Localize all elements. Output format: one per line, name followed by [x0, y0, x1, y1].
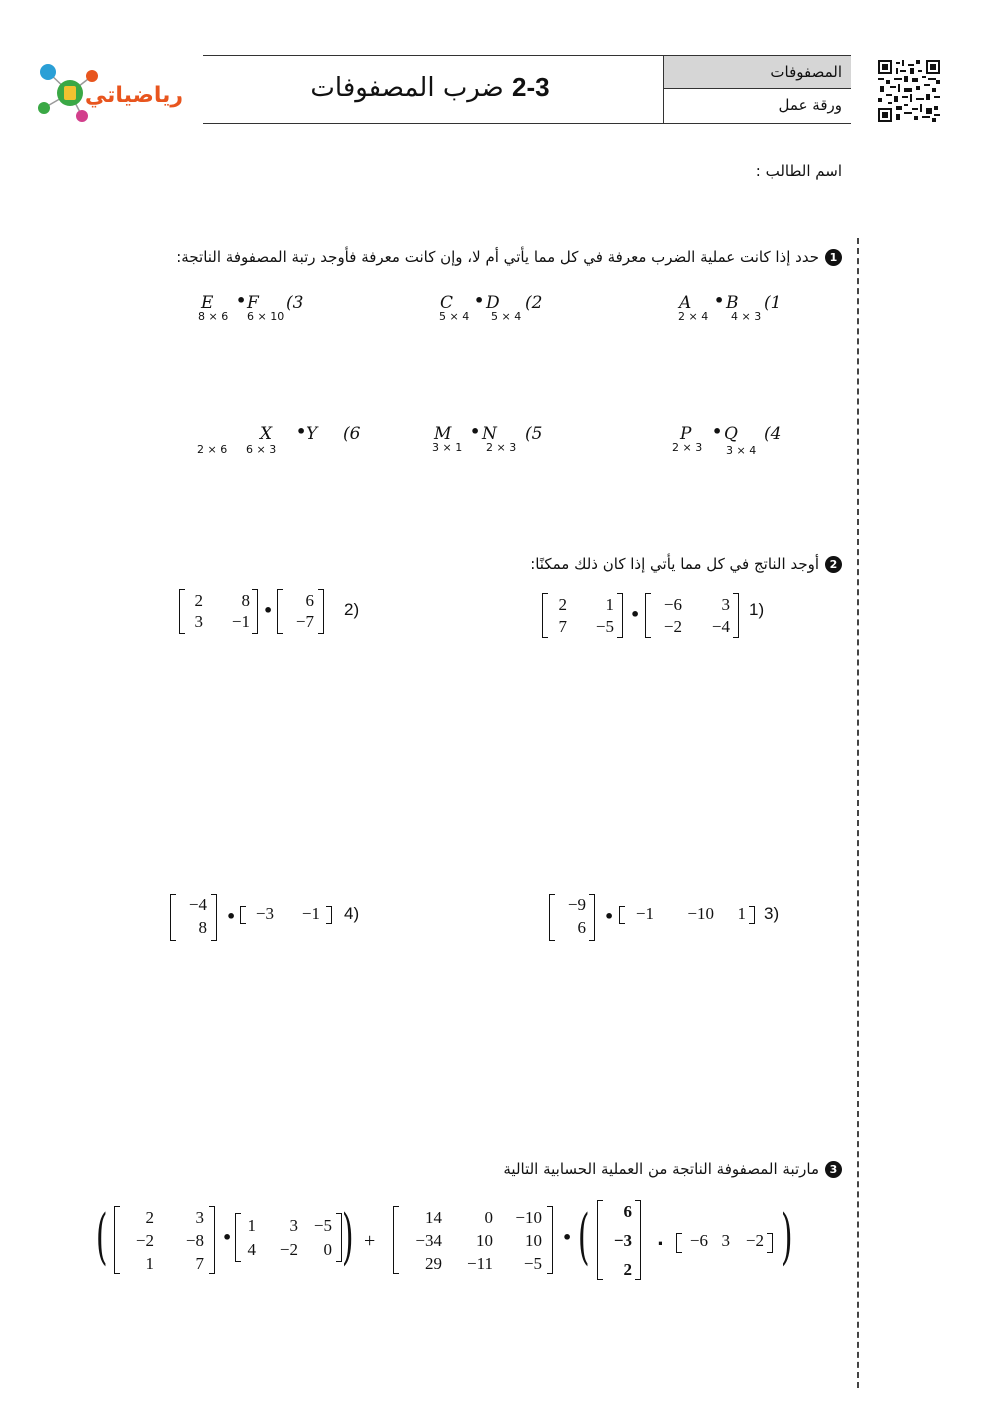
paren-open: ( [577, 1202, 590, 1272]
matrix-dim: 6 × 3 [246, 443, 277, 456]
matrix-dim: 6 × 10 [247, 310, 285, 323]
bracket-right [749, 906, 755, 924]
q1-text: حدد إذا كانت عملية الضرب معرفة في كل مما يأتي أم لا، وإن كانت معرفة فأوجد رتبة المصفوفة الناتجة: [176, 248, 819, 266]
matrix-cell: 4 [247, 1240, 256, 1259]
matrix-cell: 3 [194, 612, 203, 631]
matrix-cell: 2 [558, 595, 567, 614]
q2-text: أوجد الناتج في كل مما يأتي إذا كان ذلك ممكنًا: [530, 555, 819, 573]
matrix-cell: −8 [185, 1231, 204, 1250]
matrix-cell: 8 [198, 918, 207, 937]
bracket-left [597, 1200, 603, 1280]
bracket-right [209, 1206, 215, 1274]
matrix-dim: 2 × 4 [678, 310, 709, 323]
student-name-label: اسم الطالب : [755, 162, 842, 180]
matrix-cell: −1 [635, 904, 654, 923]
matrix-name: C [440, 293, 454, 313]
matrix-cell: −5 [523, 1254, 542, 1273]
matrix-cell: 1 [247, 1216, 256, 1235]
q1-bullet: 1 [825, 249, 842, 266]
matrix-cell: 1 [145, 1254, 154, 1273]
times-dot: • [630, 605, 641, 624]
matrix-cell: −1 [231, 612, 250, 631]
times-dot: • [236, 291, 247, 310]
matrix-cell: 10 [525, 1231, 542, 1250]
lesson-title [300, 72, 560, 103]
paren-close: ) [341, 1202, 354, 1272]
q1-item-label: (6 [343, 424, 361, 444]
matrix-cell: −5 [595, 617, 614, 636]
problem-label: 1) [749, 600, 765, 619]
matrix-cell: 0 [484, 1208, 493, 1227]
lesson-name: ضرب المصفوفات [310, 73, 504, 103]
bracket-right [211, 894, 217, 941]
matrix-cell: 1 [737, 904, 746, 923]
matrix-cell: −34 [415, 1231, 442, 1250]
matrix-cell: −4 [711, 617, 730, 636]
matrix-dim: 2 × 3 [486, 441, 517, 454]
matrix-name: E [201, 293, 214, 313]
bracket-left [277, 589, 283, 634]
times-dot: • [296, 422, 307, 441]
bracket-left [549, 894, 555, 941]
matrix-cell: 10 [476, 1231, 493, 1250]
matrix-cell: −2 [745, 1231, 764, 1250]
matrix-name: F [247, 293, 259, 313]
bracket-right [617, 593, 623, 638]
margin-dashed-line [857, 238, 859, 1388]
problem-label: 2) [344, 600, 360, 619]
bracket-right [733, 593, 739, 638]
matrix-cell: 2 [145, 1208, 154, 1227]
lesson-number: 2-3 [512, 72, 550, 102]
plus-sign: + [364, 1230, 376, 1252]
matrix-cell: 7 [195, 1254, 204, 1273]
matrix-cell: −9 [567, 895, 586, 914]
bracket-left [240, 906, 246, 924]
matrix-cell: −1 [301, 904, 320, 923]
bracket-right [547, 1206, 553, 1274]
matrix-cell: 1 [605, 595, 614, 614]
matrix-cell: −4 [188, 895, 207, 914]
q2-prompt [530, 555, 842, 573]
matrix-dim: 5 × 4 [491, 310, 522, 323]
matrix-cell: −7 [295, 612, 314, 631]
bracket-left [542, 593, 548, 638]
times-dot: • [226, 907, 237, 926]
bracket-left [393, 1206, 399, 1274]
qr-code [878, 60, 940, 122]
matrix-name: M [434, 424, 452, 444]
matrix-dim: 3 × 1 [432, 441, 463, 454]
q2-bullet: 2 [825, 556, 842, 573]
matrix-cell: −3 [255, 904, 274, 923]
matrix-cell: −10 [687, 904, 714, 923]
logo-wordmark: رياضياتي [84, 83, 184, 108]
bracket-right [318, 589, 324, 634]
matrix-cell: −3 [613, 1231, 632, 1250]
matrix-cell: −6 [689, 1231, 708, 1250]
matrix-cell: 8 [241, 591, 250, 610]
matrix-cell: −5 [313, 1216, 332, 1235]
matrix-dim: 5 × 4 [439, 310, 470, 323]
doc-type-label: ورقة عمل [778, 96, 842, 114]
matrix-cell: 7 [558, 617, 567, 636]
paren-close: ) [780, 1202, 793, 1272]
q1-item-label: (1 [764, 293, 782, 313]
bracket-right [767, 1233, 773, 1253]
times-dot: • [263, 601, 274, 620]
q1-item-label: (3 [286, 293, 304, 313]
matrix-name: A [679, 293, 692, 313]
bracket-right [635, 1200, 641, 1280]
paren-open: ( [95, 1202, 108, 1272]
matrix-cell: −2 [279, 1240, 298, 1259]
bracket-left [179, 589, 185, 634]
q3-bullet: 3 [825, 1161, 842, 1178]
matrix-cell: 14 [425, 1208, 442, 1227]
matrix-dim: 4 × 3 [731, 310, 762, 323]
matrix-name: X [260, 424, 273, 444]
problem-label: 4) [344, 904, 360, 923]
matrix-dim: 2 × 6 [197, 443, 228, 456]
q3-prompt [503, 1160, 842, 1178]
bracket-left [114, 1206, 120, 1274]
matrix-cell: −2 [135, 1231, 154, 1250]
matrix-name: P [680, 424, 692, 444]
matrix-cell: 3 [721, 595, 730, 614]
times-dot: • [714, 291, 725, 310]
q1-item-label: (2 [525, 293, 543, 313]
matrix-cell: 6 [305, 591, 314, 610]
matrix-cell: 3 [195, 1208, 204, 1227]
matrix-cell: 6 [577, 918, 586, 937]
matrix-name: B [726, 293, 739, 313]
matrix-cell: −10 [515, 1208, 542, 1227]
q1-item-label: (4 [764, 424, 782, 444]
matrix-cell: 2 [194, 591, 203, 610]
bracket-right [326, 906, 332, 924]
matrix-dim: 8 × 6 [198, 310, 229, 323]
matrix-name: Y [306, 424, 318, 444]
unit-label: المصفوفات [770, 63, 842, 81]
bracket-right [589, 894, 595, 941]
matrix-cell: −6 [663, 595, 682, 614]
times-dot: • [474, 291, 485, 310]
times-dot: • [562, 1228, 573, 1247]
bracket-left [170, 894, 176, 941]
problem-label: 3) [764, 904, 780, 923]
times-dot: • [222, 1228, 233, 1247]
matrix-cell: −2 [663, 617, 682, 636]
q1-prompt [176, 248, 842, 266]
matrix-dim: 2 × 3 [672, 441, 703, 454]
matrix-cell: 3 [721, 1231, 730, 1250]
brand-logo [30, 58, 184, 130]
matrix-dim: 3 × 4 [726, 444, 757, 457]
times-dot: • [470, 422, 481, 441]
q1-item-label: (5 [525, 424, 543, 444]
times-dot: • [712, 422, 723, 441]
matrix-name: Q [724, 424, 738, 444]
matrix-cell: 2 [623, 1260, 632, 1279]
matrix-cell: −11 [467, 1254, 493, 1273]
bracket-left [619, 906, 625, 924]
header-divider [663, 56, 664, 123]
matrix-cell: 3 [289, 1216, 298, 1235]
matrix-cell: 29 [425, 1254, 442, 1273]
times-dot-alt: . [657, 1229, 664, 1250]
matrix-name: N [482, 424, 497, 444]
matrix-cell: 6 [623, 1202, 632, 1221]
header-bottom-border [203, 123, 851, 124]
matrix-name: D [486, 293, 500, 313]
times-dot: • [604, 907, 615, 926]
bracket-left [645, 593, 651, 638]
matrix-cell: 0 [323, 1240, 332, 1259]
header-mid-border [663, 88, 851, 89]
bracket-right [252, 589, 258, 634]
q3-text: مارتبة المصفوفة الناتجة من العملية الحسابية التالية [503, 1160, 819, 1178]
